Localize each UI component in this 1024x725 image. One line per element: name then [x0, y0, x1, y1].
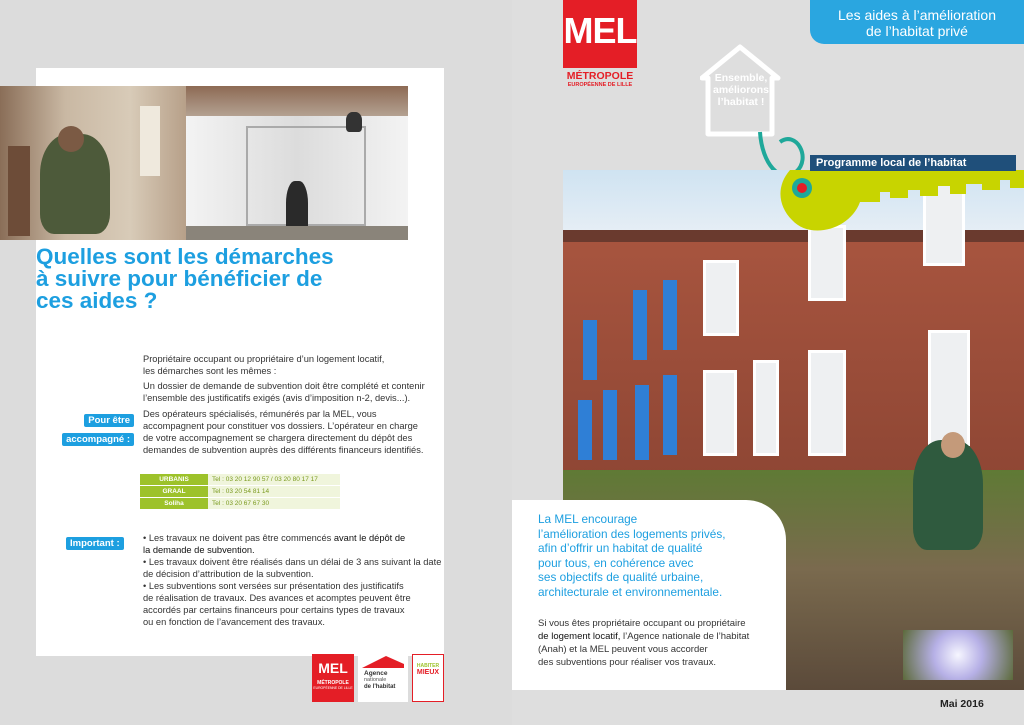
title-badge [810, 0, 1024, 44]
table-row [140, 486, 340, 498]
accompagne-line: de votre accompagnement se chargera directement du dépôt des [143, 433, 413, 443]
dossier-line: Un dossier de demande de subvention doit être complété et contenir [143, 381, 425, 391]
mel-logo-small-sub: MÉTROPOLE [317, 680, 349, 686]
list-item-continuation: de décision d’attribution de la subvention. [143, 569, 314, 579]
operator-name: Soliha [140, 498, 208, 510]
habiter-mieux-logo [412, 654, 444, 702]
intro-paragraph [143, 353, 443, 377]
anah-logo [358, 654, 408, 702]
important-list [143, 532, 448, 628]
accompagne-line: Des opérateurs spécialisés, rémunérés par la MEL, vous [143, 409, 377, 419]
mel-logo-caption [563, 71, 637, 89]
title-badge-line: Les aides à l’amélioration [838, 7, 996, 23]
page-headline: Quelles sont les démarches à suivre pour bénéficier de ces aides ? [36, 244, 334, 313]
publication-date: Mai 2016 [940, 698, 984, 710]
intro-line: les démarches sont les mêmes : [143, 366, 277, 376]
eligibility-line [538, 630, 778, 643]
europeenne-text: EUROPÉENNE DE LILLE [567, 82, 633, 88]
mel-logo-small [312, 654, 354, 702]
metropole-text: MÉTROPOLE [566, 70, 634, 82]
encourage-line: afin d’offrir un habitat de qualité [538, 541, 703, 556]
list-item-continuation: ou en fonction de l’avancement des travaux. [143, 617, 325, 627]
eligibility-emphasis: de logement locatif, [538, 631, 621, 642]
accompagne-label [48, 410, 134, 447]
list-item: • Les subventions sont versées sur présentation des justificatifs [143, 581, 404, 591]
eligibility-line: Si vous êtes propriétaire occupant ou propriétaire [538, 618, 746, 629]
accompagne-line: demandes de subvention auprès des différents financeurs identifiés. [143, 445, 424, 455]
important-label-text: Important : [66, 537, 124, 550]
habiter-mieux-text-1: HABITER [416, 663, 440, 669]
accompagne-paragraph [143, 408, 443, 456]
list-item-continuation: la demande de subvention. [143, 545, 255, 555]
accompagne-label-line: Pour être [84, 414, 134, 427]
anah-text-1: Agence [364, 670, 388, 677]
house-slogan-line: améliorons [712, 84, 770, 96]
anah-text-3: de l'habitat [364, 684, 396, 690]
encourage-line: architecturale et environnementale. [538, 584, 723, 599]
table-row [140, 474, 340, 486]
eligibility-line: des subventions pour réaliser vos travaux. [538, 657, 716, 668]
photo-scaffolding [186, 86, 408, 240]
mel-logo-small-text: MEL [318, 660, 348, 676]
encourage-line: l’amélioration des logements privés, [538, 526, 726, 541]
important-label [66, 533, 124, 551]
encourage-line: La MEL encourage [538, 512, 638, 526]
title-badge-line: de l’habitat privé [866, 23, 968, 39]
dossier-line: l’ensemble des justificatifs exigés (avis d’imposition n-2, devis...). [143, 393, 411, 403]
mel-logo-small-sub2: EUROPÉENNE DE LILLE [313, 686, 353, 690]
accompagne-line: accompagnent pour constituer vos dossiers. L’opérateur en charge [143, 421, 418, 431]
eligibility-text: l’Agence nationale de l’habitat [620, 631, 750, 642]
list-item [143, 532, 448, 544]
operator-name: GRAAL [140, 486, 208, 498]
house-slogan-line: Ensemble, [714, 72, 768, 84]
intro-line: Propriétaire occupant ou propriétaire d’un logement locatif, [143, 354, 385, 364]
habiter-mieux-text-2: MIEUX [416, 669, 440, 676]
eligibility-paragraph [538, 617, 778, 669]
list-item: • Les travaux doivent être réalisés dans un délai de 3 ans suivant la date [143, 557, 442, 567]
encourage-line: pour tous, en cohérence avec [538, 555, 694, 570]
mel-logo-text: MEL [563, 10, 637, 51]
table-row [140, 498, 340, 510]
house-slogan-line: l’habitat ! [717, 96, 765, 108]
anah-roof-icon [358, 654, 408, 670]
encourage-line: ses objectifs de qualité urbaine, [538, 570, 704, 585]
dossier-paragraph [143, 380, 443, 404]
list-item-continuation: accordés par certains financeurs pour certains types de travaux [143, 605, 405, 615]
photo-worker-wall [0, 86, 186, 240]
operator-phone: Tel : 03 20 54 81 14 [208, 486, 340, 498]
accompagne-label-line: accompagné : [62, 433, 134, 446]
operators-table [140, 474, 340, 510]
operator-phone: Tel : 03 20 67 67 30 [208, 498, 340, 510]
encourage-box [512, 500, 786, 690]
operator-name: URBANIS [140, 474, 208, 486]
mel-logo [563, 0, 637, 68]
anah-text-2: nationale [364, 677, 387, 683]
programme-banner: Programme local de l’habitat [810, 155, 1016, 171]
important-text: • Les travaux ne doivent pas être commencés [143, 533, 334, 543]
house-slogan [706, 72, 776, 108]
important-emphasis: avant le dépôt de [333, 533, 406, 543]
operator-phone: Tel : 03 20 12 90 57 / 03 20 80 17 17 [208, 474, 340, 486]
list-item-continuation: de réalisation de travaux. Des avances et acomptes peuvent être [143, 593, 411, 603]
encourage-heading [538, 512, 778, 600]
eligibility-line: (Anah) et la MEL peuvent vous accorder [538, 644, 708, 655]
